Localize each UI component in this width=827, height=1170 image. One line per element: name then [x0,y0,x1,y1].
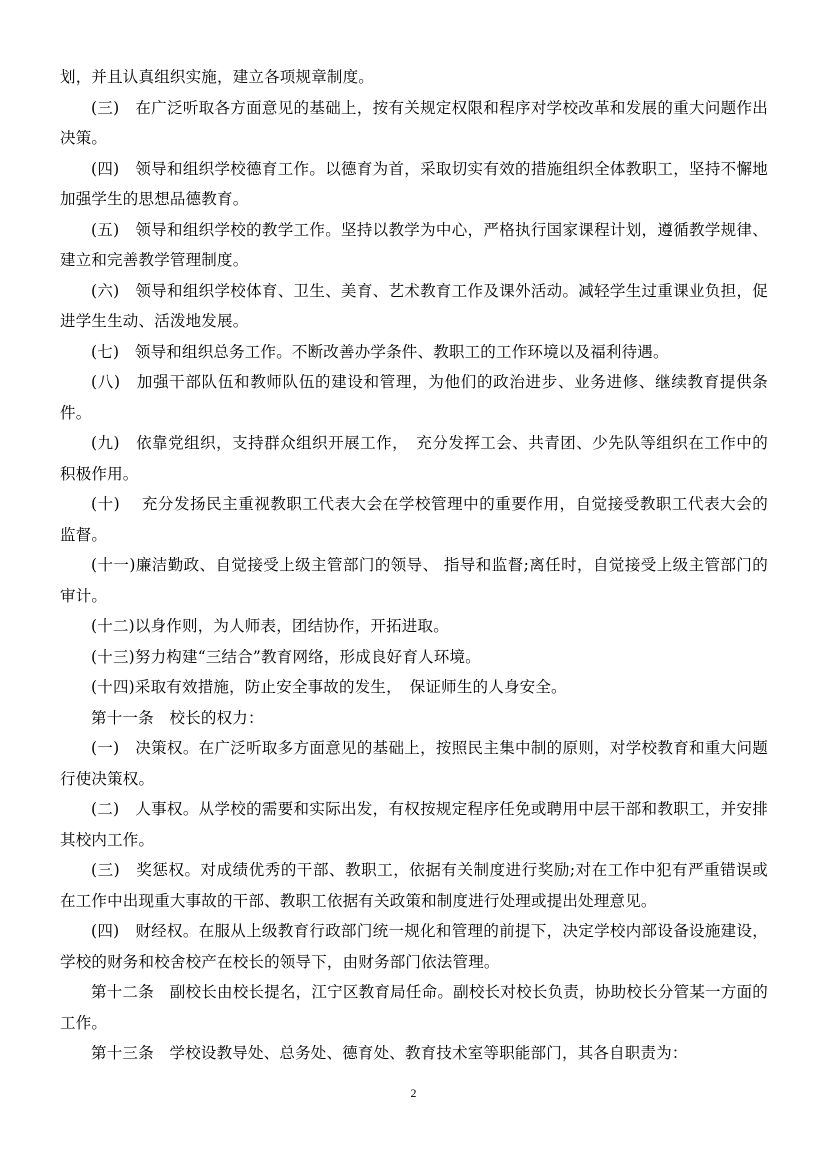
paragraph: 第十二条 副校长由校长提名，江宁区教育局任命。副校长对校长负责，协助校长分管某一方面的工作。 [60,983,768,1032]
paragraph: 第十三条 学校设教导处、总务处、德育处、教育技术室等职能部门，其各自职责为： [91,1044,688,1062]
paragraph: (五) 领导和组织学校的教学工作。坚持以教学为中心，严格执行国家课程计划，遵循教学规律、建立和完善教学管理制度。 [60,220,768,269]
paragraph: (十一)廉洁勤政、自觉接受上级主管部门的领导、 指导和监督;离任时，自觉接受上级主管部门的审计。 [60,556,768,605]
paragraph: (一) 决策权。在广泛听取多方面意见的基础上，按照民主集中制的原则，对学校教育和重大问题行使决策权。 [60,739,768,788]
document-body [60,62,768,1069]
paragraph: (二) 人事权。从学校的需要和实际出发，有权按规定程序任免或聘用中层干部和教职工，并安排其校内工作。 [60,800,768,849]
paragraph: (三) 奖惩权。对成绩优秀的干部、教职工，依据有关制度进行奖励;对在工作中犯有严重错误或在工作中出现重大事故的干部、教职工依据有关政策和制度进行处理或提出处理意见。 [60,861,768,910]
paragraph: (十) 充分发扬民主重视教职工代表大会在学校管理中的重要作用，自觉接受教职工代表大会的监督。 [60,495,768,544]
paragraph: (八) 加强干部队伍和教师队伍的建设和管理，为他们的政治进步、业务进修、继续教育提供条件。 [60,373,768,422]
paragraph: (十二)以身作则，为人师表，团结协作，开拓进取。 [91,617,449,635]
paragraph: (九) 依靠党组织，支持群众组织开展工作， 充分发挥工会、共青团、少先队等组织在工作中的积极作用。 [60,434,768,483]
paragraph: (四) 财经权。在服从上级教育行政部门统一规化和管理的前提下，决定学校内部设备设施建设，学校的财务和校舍校产在校长的领导下，由财务部门依法管理。 [60,922,768,971]
paragraph: 划，并且认真组织实施，建立各项规章制度。 [60,68,375,86]
paragraph: (七) 领导和组织总务工作。不断改善办学条件、教职工的工作环境以及福利待遇。 [91,342,669,361]
paragraph: (四) 领导和组织学校德育工作。以德育为首，采取切实有效的措施组织全体教职工，坚持不懈地加强学生的思想品德教育。 [60,159,768,208]
paragraph: (十三)努力构建“三结合”教育网络，形成良好育人环境。 [91,647,481,666]
page-number: 2 [410,1086,417,1100]
paragraph: (三) 在广泛听取各方面意见的基础上，按有关规定权限和程序对学校改革和发展的重大问题作出决策。 [60,98,768,147]
paragraph: (六) 领导和组织学校体育、卫生、美育、艺术教育工作及课外活动。减轻学生过重课业负担，促进学生生动、活泼地发展。 [60,281,768,330]
paragraph: 第十一条 校长的权力： [91,708,264,727]
paragraph: (十四)采取有效措施，防止安全事故的发生， 保证师生的人身安全。 [91,678,567,696]
